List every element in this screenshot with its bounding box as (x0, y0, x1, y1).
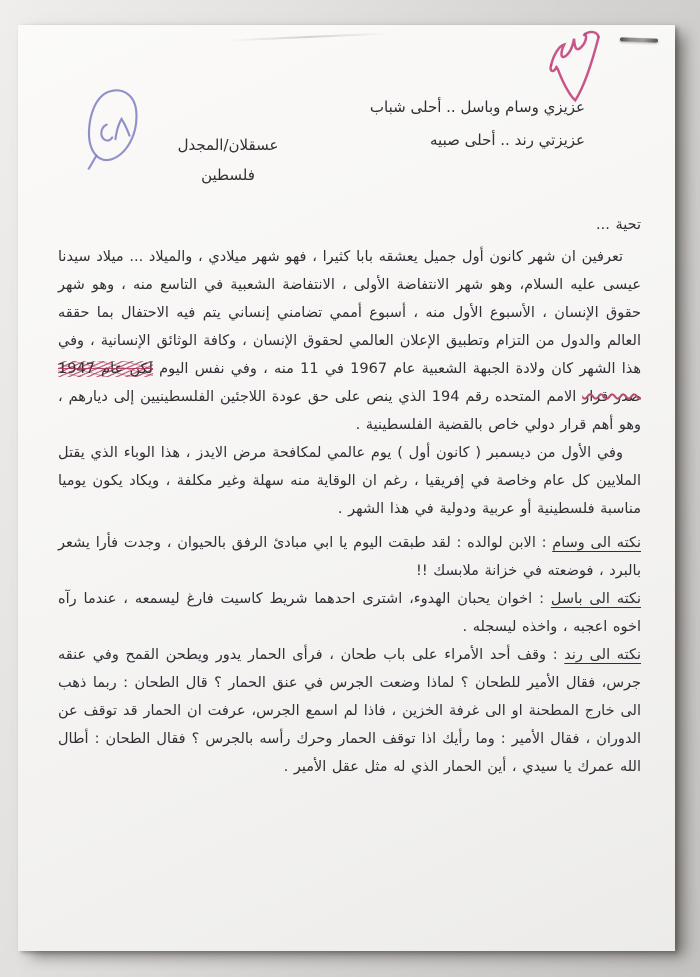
paragraph-aids-day: وفي الأول من ديسمبر ( كانون أول ) يوم عالمي لمكافحة مرض الايدز ، هذا الوباء الذي يقتل الملايين كل عام وخاصة في إفريقيا ، رغم ان الوقاية منه سهلة وغير مكلفة ، ويكاد يكون يوميا مناسبة فلسطينية أو عربية ودولية في هذا الشهر . (58, 445, 641, 517)
paragraph-text: تعرفين ان شهر كانون أول جميل يعشقه بابا كثيرا ، فهو شهر ميلادي ، والميلاد ... ميلاد سيدنا عيسى عليه السلام، وهو شهر الانتفاضة الأولى ، الانتفاضة الشعبية في التاسع منه ، وهو شهر حقوق الإنسان ، الأسبوع الأول منه ، أسبوع أممي تضامني إنساني يتم فيه الاحتفال بما حققه العالم والدول من التزام وتطبيق الإعلان العالمي لحقوق الإنسان ، وكافة الوثائق الإنسانية ، وفي هذا الشهر كان ولادة الجبهة الشعبية عام 1967 في 11 منه ، وفي نفس اليوم (58, 249, 642, 377)
paragraph-text: الامم المتحده رقم 194 الذي ينص على حق عودة اللاجئين الفلسطينيين إلى ديارهم ، وهو أهم قرار دولي خاص بالقضية الفلسطينية . (58, 389, 641, 433)
blue-circled-number (77, 82, 149, 170)
joke-bassel (58, 585, 641, 641)
joke-label: نكته الى باسل (550, 591, 642, 607)
letter-page (18, 25, 675, 951)
paragraph-december (58, 243, 641, 439)
staple (620, 37, 658, 42)
joke-text: الابن لوالده : لقد طبقت اليوم يا ابي مبادئ الرفق بالحيوان ، وجدت فأرا يشعر بالبرد ، فوضعته في خزانة ملابسك !! (58, 535, 641, 579)
joke-label: نكته الى رند (564, 647, 641, 663)
greeting-block (370, 91, 585, 157)
address-block (168, 130, 288, 190)
joke-separator: : (532, 591, 551, 607)
salutation: تحية ... (596, 217, 641, 233)
red-wavy-struck-text: صدر قرار (582, 389, 642, 405)
joke-rand (58, 641, 641, 781)
joke-wissam (58, 529, 641, 585)
joke-text: وقف أحد الأمراء على باب طحان ، فرأى الحمار يدور ويطحن القمح وفي عنقه جرس، فقال الأمير للطحان ؟ لماذا وضعت الجرس في عنق الحمار ؟ قال الطحان : ربما ذهب الى خارج المطحنة او الى غرفة الخزين ، فاذا لم اسمع الجرس، عرفت ان الحمار قد توقف عن الدوران ، فقال الأمير : وما رأيك اذا توقف الحمار وحرك رأسه بالجرس ؟ فقال الطحان : أطال الله عمرك يا سيدي ، أين الحمار الذي له مثل عقل الأمير . (58, 647, 641, 775)
greeting-line-boys: عزيزي وسام وباسل .. أحلى شباب (369, 98, 585, 116)
address-country: فلسطين (201, 166, 255, 184)
greeting-line-girl: عزيزتي رند .. أحلى صبيه (430, 131, 585, 149)
paper-crease (226, 32, 391, 41)
letter-body (58, 211, 641, 781)
joke-label: نكته الى وسام (552, 535, 641, 551)
joke-separator: : (546, 647, 565, 663)
address-city: عسقلان/المجدل (177, 136, 279, 154)
joke-text: اخوان يحبان الهدوء، اشترى احدهما شريط كاسيت فارغ ليسمعه ، عندما رآه اخوه اعجبه ، واخذه ليسجله . (58, 591, 641, 635)
joke-separator: : (535, 535, 553, 551)
red-scribbled-text: لكن عام 1947 (58, 361, 153, 377)
